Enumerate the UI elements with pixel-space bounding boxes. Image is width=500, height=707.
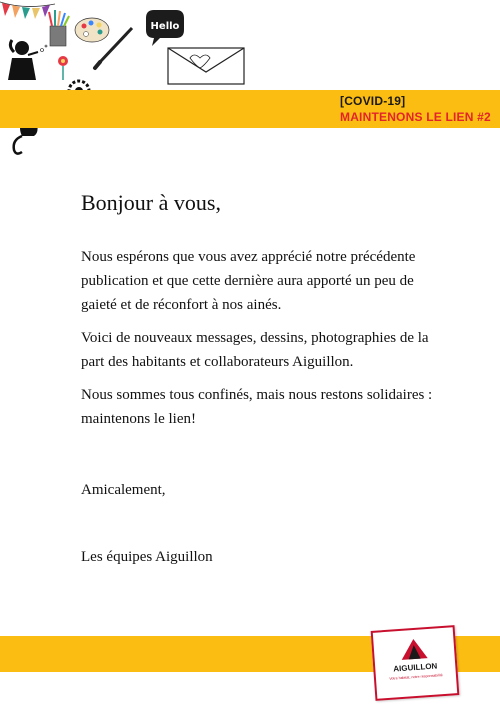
covid-tag: [COVID-19] <box>340 94 406 108</box>
logo-mark-icon <box>399 637 428 661</box>
aiguillon-logo <box>371 625 460 701</box>
envelope-icon <box>168 48 244 84</box>
girl-silhouette-icon <box>8 40 47 80</box>
letter-paragraph: Voici de nouveaux messages, dessins, photographies de la part des habitants et collaborateurs Aiguillon. <box>81 330 429 370</box>
hello-bubble-icon <box>146 10 184 46</box>
campaign-title: MAINTENONS LE LIEN #2 <box>340 110 491 124</box>
letter-closing: Amicalement, <box>81 482 166 498</box>
logo-tagline: Votre habitat, notre responsabilité <box>389 673 443 681</box>
letter-body <box>81 245 441 440</box>
hello-text: Hello <box>150 21 180 32</box>
letter-signature: Les équipes Aiguillon <box>81 549 213 565</box>
letter-greeting: Bonjour à vous, <box>81 190 221 215</box>
palette-icon <box>75 18 109 42</box>
letter-paragraph: Nous sommes tous confinés, mais nous restons solidaires : maintenons le lien! <box>81 387 433 427</box>
letter-paragraph: Nous espérons que vous avez apprécié notre précédente publication et que cette dernière aura apporté un peu de gaieté et de réconfort à nos ainés. <box>81 249 416 313</box>
bunting-icon <box>0 2 55 19</box>
header-illustrations <box>0 0 260 160</box>
logo-name: AIGUILLON <box>393 661 438 674</box>
pencil-pot-icon <box>49 10 69 46</box>
